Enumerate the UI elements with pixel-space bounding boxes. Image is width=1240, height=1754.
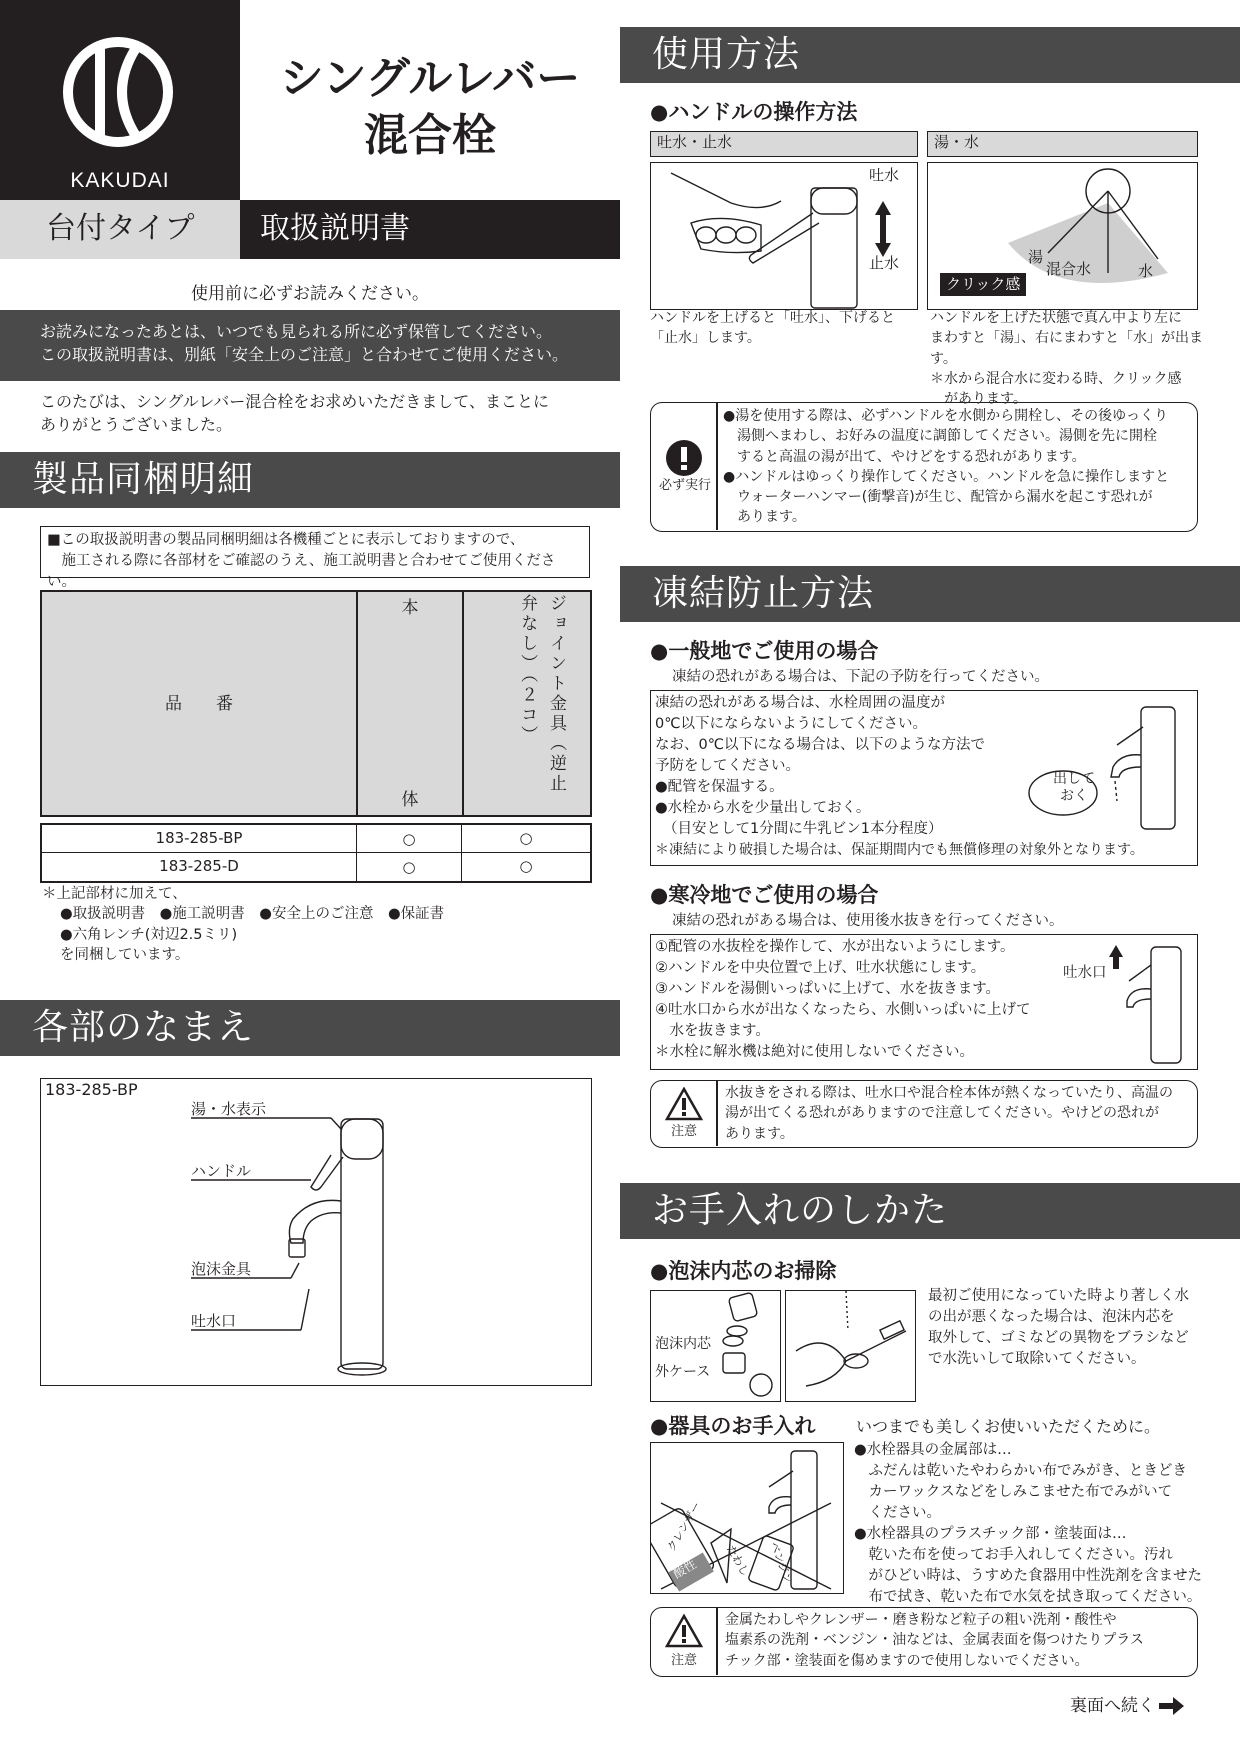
table-row <box>42 825 590 853</box>
general-note: ＊凍結により破損した場合は、保証期間内でも無償修理の対象外となります。 <box>655 842 1144 858</box>
cold-caution-box <box>650 1080 1198 1148</box>
desc-line: があります。 <box>930 391 1027 408</box>
label-handle: ハンドル <box>191 1162 252 1180</box>
cold-intro: 凍結の恐れがある場合は、使用後水抜きを行ってください。 <box>672 913 1064 929</box>
col-body-bottom: 体 <box>401 790 419 810</box>
usage-right-head-text: 湯・水 <box>934 133 980 151</box>
usage-left-head-text: 吐水・止水 <box>657 133 733 151</box>
bubble-label: 出して おく <box>1053 771 1095 804</box>
aerator-text <box>928 1286 1203 1370</box>
faucet-diagram-icon <box>41 1079 591 1385</box>
label-cold: 水 <box>1138 262 1154 280</box>
ng-scrubber: たわし <box>723 1543 752 1579</box>
cold-box <box>650 934 1198 1070</box>
must-line: ●湯を使用する際は、必ずハンドルを水側から開栓し、その後ゆっくり <box>723 408 1168 424</box>
aerator-line: の出が悪くなった場合は、泡沫内芯を <box>928 1309 1175 1326</box>
usage-left-desc <box>650 308 925 349</box>
cold-line: ①配管の水抜栓を操作して、水が出ないようにします。 <box>655 939 1015 955</box>
general-line: 凍結の恐れがある場合は、水栓周囲の温度が <box>655 695 945 711</box>
caution-label: 注意 <box>670 1653 697 1668</box>
ng-cleanser: クレンザー <box>664 1499 704 1554</box>
usage-heading <box>620 27 1240 83</box>
desc-line: まわすと「湯」、右にまわすと「水」が出ます。 <box>930 330 1203 367</box>
contents-extras <box>42 884 602 965</box>
usage-left-head <box>650 131 918 157</box>
must-do-box <box>650 402 1198 532</box>
fixture-line: ふだんは乾いたやわらかい布でみがき、ときどき <box>854 1463 1187 1480</box>
cold-line: ②ハンドルを中央位置で上げ、吐水状態にします。 <box>655 960 986 977</box>
extras-line: ●六角レンチ(対辺2.5ミリ) <box>60 926 238 943</box>
thanks-text <box>40 390 610 436</box>
doc-label-box <box>240 200 620 259</box>
thanks-line: このたびは、シングルレバー混合栓をお求めいただきまして、まことに <box>40 392 549 411</box>
table-row <box>42 853 590 881</box>
cold-title: ●寒冷地でご使用の場合 <box>650 883 879 907</box>
cold-caution-text <box>725 1083 1195 1144</box>
fixture-line: カーワックスなどをしみこませた布でみがいて <box>854 1484 1173 1501</box>
general-box <box>650 690 1198 866</box>
row-body: ○ <box>356 825 462 853</box>
arrow-top-label: 吐水 <box>869 166 900 184</box>
title-line2: 混合栓 <box>364 110 496 161</box>
cold-spout-label: 吐水口 <box>1063 965 1107 981</box>
label-hot: 湯 <box>1028 248 1044 266</box>
keep-note-band <box>0 310 620 381</box>
row-joint: ○ <box>519 857 533 876</box>
general-intro: 凍結の恐れがある場合は、下記の予防を行ってください。 <box>672 669 1049 685</box>
usage-right-head <box>927 131 1198 157</box>
ng-benzine: ベンジン <box>767 1540 795 1586</box>
keep-note-line: お読みになったあとは、いつでも見られる所に必ず保管してください。 <box>40 322 553 341</box>
fixture-tagline: いつまでも美しくお使いいただくために。 <box>856 1417 1161 1436</box>
desc-line: 「止水」します。 <box>650 330 761 347</box>
must-text <box>723 406 1193 528</box>
aerator-figure-1 <box>650 1290 781 1402</box>
caution-label: 注意 <box>670 1124 697 1139</box>
exclamation-icon <box>665 439 703 477</box>
aerator-line: で水洗いして取除いてください。 <box>928 1351 1146 1368</box>
must-label: 必ず実行 <box>658 478 711 493</box>
faucet-drip-icon <box>1021 697 1191 837</box>
warning-triangle-icon <box>665 1614 703 1648</box>
cold-line: ＊水栓に解氷機は絶対に使用しないでください。 <box>655 1044 974 1061</box>
parts-model: 183-285-BP <box>45 1080 138 1099</box>
contents-note <box>40 526 590 591</box>
caution-line: チック部・塗装面を傷めますので使用しないでください。 <box>725 1652 1089 1669</box>
care-caution-text <box>725 1610 1195 1671</box>
parts-heading-text: 各部のなまえ <box>32 1007 255 1049</box>
desc-line: ＊水から混合水に変わる時、クリック感 <box>930 370 1182 387</box>
extras-line: を同梱しています。 <box>60 946 190 963</box>
caution-line: 湯が出てくる恐れがありますので注意してください。やけどの恐れが <box>725 1105 1159 1122</box>
arrow-right-icon <box>1159 1696 1185 1716</box>
general-line: （目安として1分間に牛乳ビン1本分程度） <box>663 821 943 838</box>
brush-cleaning-icon <box>786 1291 915 1401</box>
doc-label: 取扱説明書 <box>260 211 410 247</box>
desc-line: ハンドルを上げた状態で真ん中より左に <box>930 310 1182 326</box>
cold-line: ③ハンドルを湯側いっぱいに上げて、水を抜きます。 <box>655 981 1001 998</box>
type-label: 台付タイプ <box>46 211 195 247</box>
col-body-top: 本 <box>401 598 419 618</box>
contents-heading <box>0 452 620 508</box>
col-joint-header: ジョイント金具（逆止弁なし）（２コ） <box>517 594 566 794</box>
care-heading-text: お手入れのしかた <box>652 1190 949 1232</box>
row-body: ○ <box>356 853 462 881</box>
usage-sub: ●ハンドルの操作方法 <box>650 100 858 124</box>
col-part-header: 品 番 <box>165 694 233 714</box>
usage-right-desc <box>930 308 1205 409</box>
continue-link[interactable] <box>1070 1694 1185 1718</box>
warning-triangle-icon <box>665 1087 703 1121</box>
extras-line: ＊上記部材に加えて、 <box>42 886 187 902</box>
faucet-up-icon <box>1101 939 1197 1067</box>
fixture-title: ●器具のお手入れ <box>650 1414 816 1438</box>
cold-text <box>655 937 1055 1063</box>
care-caution-box <box>650 1607 1198 1677</box>
aerator-label-core: 泡沫内芯 <box>655 1336 711 1352</box>
keep-note-line: この取扱説明書は、別紙「安全上のご注意」と合わせてご使用ください。 <box>40 345 569 365</box>
usage-left-figure <box>650 162 918 310</box>
fixture-line: がひどい時は、うすめた食器用中性洗剤を含ませた <box>854 1568 1202 1585</box>
caution-line: 金属たわしやクレンザー・磨き粉など粒子の粗い洗剤・酸性や <box>725 1612 1117 1628</box>
general-line: ●配管を保温する。 <box>655 779 784 796</box>
aerator-line: 取外して、ゴミなどの異物をブラシなど <box>928 1330 1189 1347</box>
arrow-bottom-label: 止水 <box>869 254 900 272</box>
thanks-line: ありがとうございました。 <box>40 415 233 435</box>
must-line: ●ハンドルはゆっくり操作してください。ハンドルを急に操作しますと <box>723 468 1170 485</box>
continue-text: 裏面へ続く <box>1070 1696 1155 1716</box>
aerator-parts-icon <box>711 1291 781 1401</box>
aerator-figure-2 <box>785 1290 916 1402</box>
general-line: 0℃以下にならないようにしてください。 <box>655 716 928 733</box>
fixture-line: 布で拭き、乾いた布で水気を拭き取ってください。 <box>854 1589 1202 1606</box>
ng-acid: 酸性 <box>670 1557 699 1582</box>
must-line: あります。 <box>723 509 806 526</box>
freeze-heading <box>620 566 1240 622</box>
brand-logo-block <box>0 0 240 200</box>
contents-rows <box>40 823 592 883</box>
row-part: 183-285-D <box>159 857 239 876</box>
general-line: 予防をしてください。 <box>655 758 800 775</box>
extras-line: ●取扱説明書 ●施工説明書 ●安全上のご注意 ●保証書 <box>60 906 445 923</box>
parts-heading <box>0 1000 620 1056</box>
must-line: ウォーターハンマー(衝撃音)が生じ、配管から漏水を起こす恐れが <box>723 489 1153 506</box>
type-label-box <box>0 200 240 259</box>
contents-note-line: 施工される際に各部材をご確認のうえ、施工説明書と合わせてご使用ください。 <box>47 553 556 591</box>
contents-table <box>40 590 592 817</box>
desc-line: ハンドルを上げると「吐水」、下げると <box>650 310 895 326</box>
parts-diagram <box>40 1078 592 1386</box>
fixture-figure <box>650 1442 844 1594</box>
freeze-heading-text: 凍結防止方法 <box>652 573 875 615</box>
fixture-text <box>854 1440 1204 1608</box>
fixture-line: ●水栓器具の金属部は… <box>854 1442 1012 1458</box>
label-spout: 吐水口 <box>191 1312 237 1330</box>
label-aerator: 泡沫金具 <box>191 1260 252 1278</box>
general-text <box>655 693 995 840</box>
caution-line: 水抜きをされる際は、吐水口や混合栓本体が熱くなっていたり、高温の <box>725 1085 1173 1101</box>
cold-line: 水を抜きます。 <box>655 1023 770 1040</box>
read-first: 使用前に必ずお読みください。 <box>191 284 429 304</box>
title-line1: シングルレバー <box>279 53 581 104</box>
brand-name: KAKUDAI <box>70 169 170 192</box>
click-badge: クリック感 <box>940 273 1026 296</box>
cold-line: ④吐水口から水が出なくなったら、水側いっぱいに上げて <box>655 1002 1031 1019</box>
care-heading <box>620 1183 1240 1239</box>
contents-note-line: ■この取扱説明書の製品同梱明細は各機種ごとに表示しておりますので、 <box>47 532 525 548</box>
must-line: 湯側へまわし、お好みの温度に調節してください。湯側を先に開栓 <box>723 428 1157 445</box>
fixture-line: ●水栓器具のプラスチック部・塗装面は… <box>854 1526 1127 1543</box>
fixture-line: 乾いた布を使ってお手入れしてください。汚れ <box>854 1547 1173 1564</box>
aerator-title: ●泡沫内芯のお掃除 <box>650 1259 837 1283</box>
row-joint: ○ <box>519 828 533 847</box>
usage-right-figure <box>927 162 1198 310</box>
general-title: ●一般地でご使用の場合 <box>650 639 879 663</box>
contents-heading-text: 製品同梱明細 <box>32 459 255 501</box>
row-part: 183-285-BP <box>155 828 243 847</box>
must-line: すると高温の湯が出て、やけどをする恐れがあります。 <box>723 448 1086 465</box>
aerator-label-case: 外ケース <box>655 1364 711 1380</box>
label-mixed: 混合水 <box>1046 260 1092 278</box>
general-line: なお、0℃以下になる場合は、以下のような方法で <box>655 737 986 754</box>
aerator-line: 最初ご使用になっていた時より著しく水 <box>928 1288 1189 1304</box>
label-temp-indicator: 湯・水表示 <box>191 1100 267 1118</box>
usage-heading-text: 使用方法 <box>652 34 801 76</box>
caution-line: あります。 <box>725 1125 794 1142</box>
caution-line: 塩素系の洗剤・ベンジン・油などは、金属表面を傷つけたりプラス <box>725 1632 1144 1649</box>
general-line: ●水栓から水を少量出しておく。 <box>655 800 871 817</box>
fixture-line: ください。 <box>854 1505 941 1522</box>
